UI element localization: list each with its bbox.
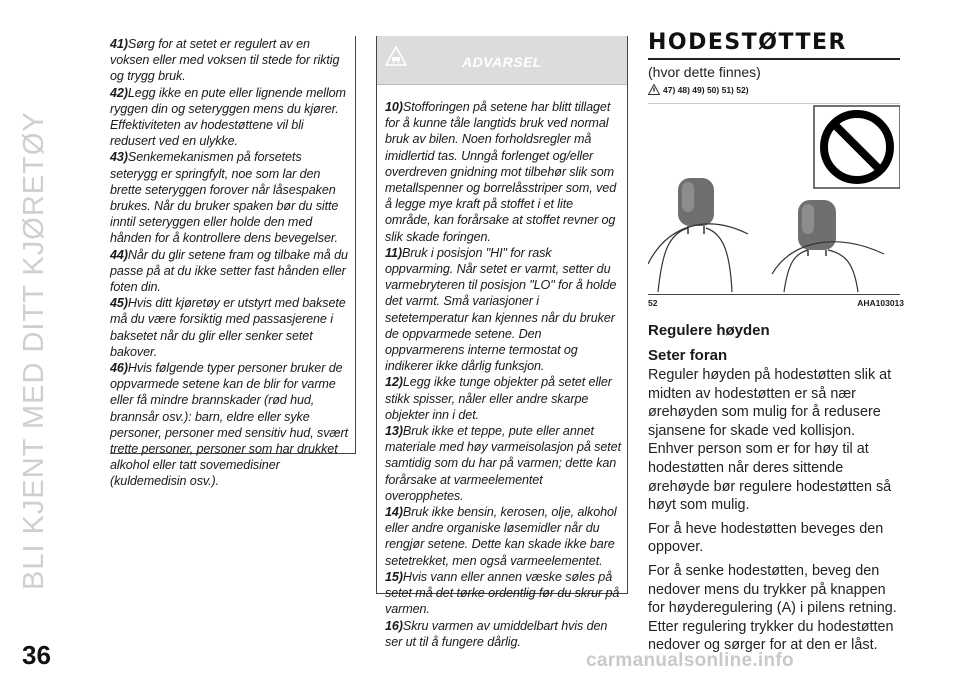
body-paragraph: For å senke hodestøtten, beveg den nedover mens du trykker på knappen for høyderegulering (A) i pilens retning. Etter regulering trykker du hodestøtten nedover og sørger for at den er låst. xyxy=(648,562,897,654)
note-item xyxy=(385,245,621,375)
warning-title: ADVARSEL xyxy=(462,54,542,70)
note-text: Skru varmen av umiddelbart hvis den ser ut til å fungere dårlig. xyxy=(385,618,608,649)
watermark: carmanualsonline.info xyxy=(586,650,794,671)
subsection-title: Regulere høyden xyxy=(648,322,770,339)
section-heading: HODESTØTTER xyxy=(648,30,847,55)
note-number: 43) xyxy=(110,150,128,165)
body-paragraph: For å heve hodestøtten beveges den oppover. xyxy=(648,520,884,556)
figure-code: AHA103013 xyxy=(857,298,904,308)
note-text: Legg ikke tunge objekter på setet eller stikk spisser, nåler eller andre skarpe objekter inn i det. xyxy=(385,375,612,422)
note-number: 45) xyxy=(110,296,128,311)
note-text: Bruk ikke et teppe, pute eller annet materiale med høy varmeisolasjon på setet samtidig som du har på varmen; dette kan forårsake at varmeelementet overopphetes. xyxy=(385,424,621,503)
page-number: 36 xyxy=(22,640,51,670)
note-item xyxy=(385,569,621,618)
note-item xyxy=(110,149,349,246)
heading-rule xyxy=(648,58,900,60)
warning-notes xyxy=(377,85,627,650)
note-text: Hvis følgende typer personer bruker de oppvarmede setene kan de blir for varme eller få mindre brannskader (rød hud, brannsår osv.): barn, eldre eller syke personer, personer med sensitiv hud, svært trette personer, personer som har drukket alkohol eller tatt sovemedisiner (kuldemedisin osv.). xyxy=(110,361,348,489)
note-text: Hvis ditt kjøretøy er utstyrt med baksete må du være forsiktig med passasjerene i baksetet når du glir eller senker setet bakover. xyxy=(110,296,346,359)
note-number: 14) xyxy=(385,505,403,520)
note-text: Bruk ikke bensin, kerosen, olje, alkohol eller andre organiske løsemidler når du rengjør setene. Dette kan skade ikke bare setetrekket, men også varmeelementet. xyxy=(385,505,617,568)
note-item xyxy=(385,504,621,569)
note-number: 11) xyxy=(385,245,402,260)
note-item xyxy=(385,618,621,650)
warning-box xyxy=(376,36,628,649)
subsection-subtitle: Seter foran xyxy=(648,347,728,364)
section-subheading: (hvor dette finnes) xyxy=(648,64,761,80)
note-number: 44) xyxy=(110,247,128,262)
note-item xyxy=(110,295,349,360)
warning-header xyxy=(377,36,627,85)
figure-caption xyxy=(648,298,904,308)
headrest-column xyxy=(648,30,904,660)
warning-triangle-icon xyxy=(648,84,660,95)
note-item xyxy=(385,423,621,504)
note-number: 13) xyxy=(385,424,403,439)
figure-number: 52 xyxy=(648,298,658,308)
note-number: 42) xyxy=(110,85,128,100)
note-number: 10) xyxy=(385,100,403,114)
note-number: 15) xyxy=(385,569,403,584)
note-text: Senkemekanismen på forsetets seterygg er springfylt, noe som lar den brette seteryggen forover når låsespaken brukes. Når du bruker spaken bør du sitte inntil seteryggen eller holde den med hånden for å kontrollere dens bevegelser. xyxy=(110,150,339,246)
notes-column xyxy=(110,36,356,489)
note-item xyxy=(385,99,621,245)
note-item xyxy=(110,247,349,296)
warning-refs xyxy=(648,84,904,95)
note-number: 41) xyxy=(110,37,128,51)
note-text: Legg ikke en pute eller lignende mellom ryggen din og seteryggen mens du kjører. Effektiviteten av hodestøttene vil bli redusert ved en ulykke. xyxy=(110,85,346,149)
note-item xyxy=(110,36,349,85)
note-text: Bruk i posisjon "HI" for rask oppvarming. Når setet er varmt, setter du varmebryteren til posisjon "LO" for å holde det varmt. Små variasjoner i setetemperatur kan kjennes når du bruker de oppvarmede setene. Den oppvarmerens interne termostat og indikerer ikke dårlig funksjon. xyxy=(385,245,617,374)
note-number: 16) xyxy=(385,618,403,633)
chapter-side-title: BLI KJENT MED DITT KJØRETØY xyxy=(18,111,50,590)
body-paragraph: Reguler høyden på hodestøtten slik at midten av hodestøtten er så nær ørehøyden som mulig for å redusere sjansene for skade ved kollisjon. Enhver person som er for høy til at hodestøtten når deres sittende ørehøyde bør regulere hodestøtten så høyt som mulig. xyxy=(648,367,892,514)
note-item xyxy=(110,360,349,490)
note-item xyxy=(385,374,621,423)
note-item xyxy=(110,85,349,150)
note-text: Hvis vann eller annen væske søles på setet må det tørke ordentlig før du skrur på varmen. xyxy=(385,569,620,617)
note-text: Stofforingen på setene har blitt tillaget for å kunne tåle langtids bruk ved normal bruk av bilen. Noen forholdsregler må imidlertid tas. Unngå forlenget og/eller overdreven gnidning mot tilbehør slik som metallspenner og borrelåsstriper som, ved å legge mye kraft på stoffet i et lite område, kan forårsake at stoffet revner og slik skade foringen. xyxy=(385,100,617,244)
refs-text: 47) 48) 49) 50) 51) 52) xyxy=(663,84,749,95)
note-text: Når du glir setene fram og tilbake må du passe på at du ikke setter fast hånden eller foten din. xyxy=(110,247,348,295)
note-number: 12) xyxy=(385,375,403,390)
note-text: Sørg for at setet er regulert av en voksen eller med voksen til stede for riktig og trygg bruk. xyxy=(110,37,340,84)
headrest-figure xyxy=(648,103,900,295)
note-number: 46) xyxy=(110,361,128,376)
headrest-icon xyxy=(648,104,900,294)
